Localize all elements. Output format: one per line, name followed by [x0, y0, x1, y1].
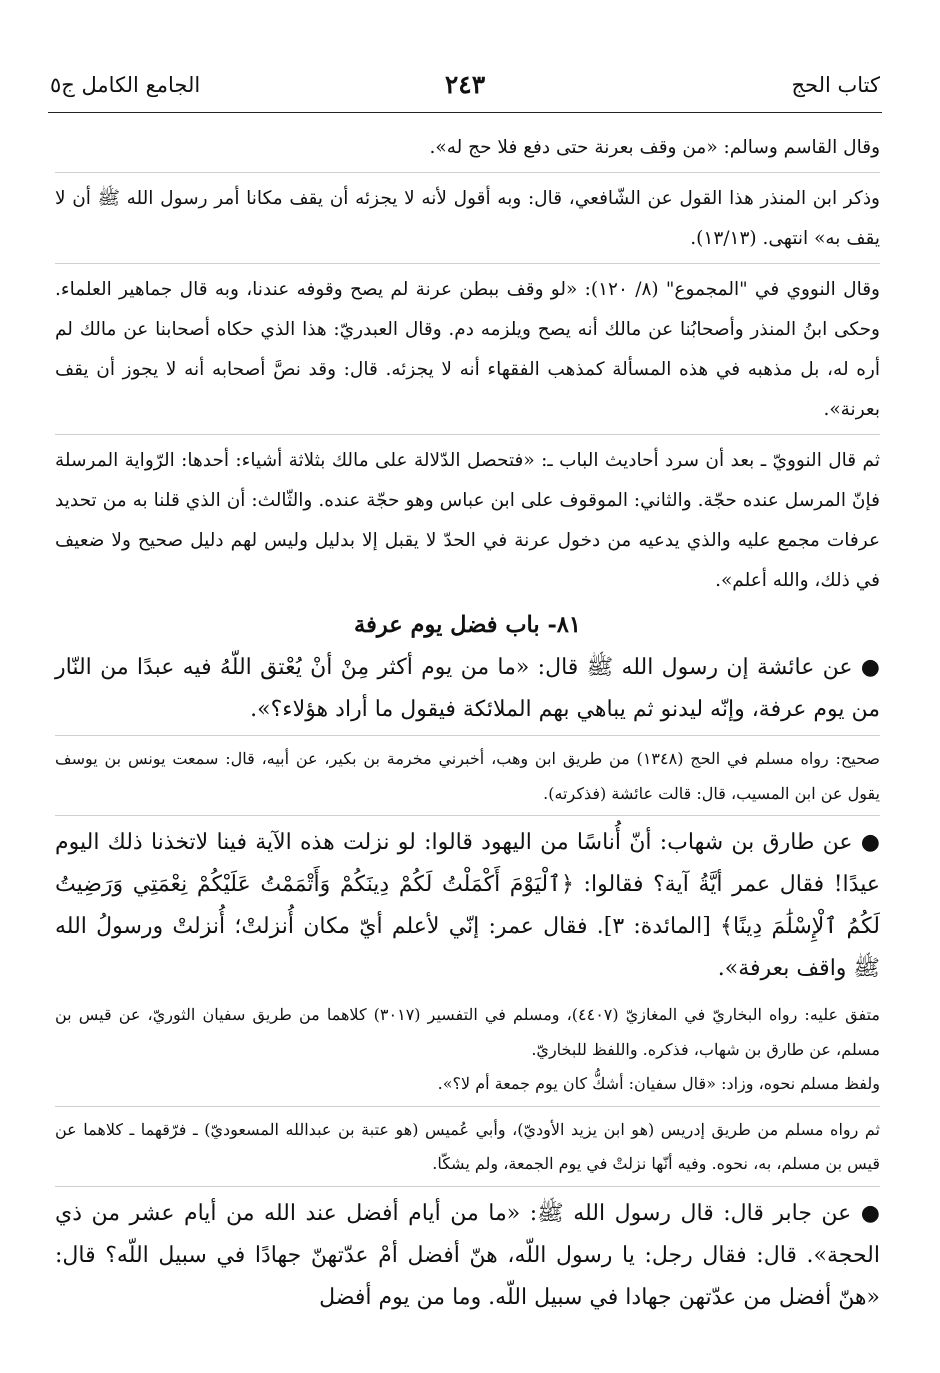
paragraph-qasim: وقال القاسم وسالم: «من وقف بعرنة حتى دفع فلا حج له». — [429, 137, 880, 158]
takhrij-tariq: متفق عليه: رواه البخاريّ في المغازيّ (٤٤٠٧)، ومسلم في التفسير (٣٠١٧) كلاهما من طريق سفيان الثوريّ، عن قيس بن مسلم، عن طارق بن شهاب، فذكره. واللفظ للبخاريّ. — [55, 1005, 880, 1059]
page-body — [55, 128, 880, 1319]
divider — [55, 172, 880, 173]
divider — [55, 1106, 880, 1107]
paragraph-nawawi-conclusion: ثم قال النوويّ ـ بعد أن سرد أحاديث الباب ـ: «فتحصل الدّلالة على مالك بثلاثة أشياء: أحدها: الرّواية المرسلة فإنّ المرسل عنده حجّة. والثاني: الموقوف على ابن عباس وهو حجّة عنده. والثّالث: أن الذي قلنا به من تحديد عرفات مجمع عليه والذي يدعيه من دخول عرنة في الحدّ لا يقبل إلا بدليل وليس لهم دليل صحيح ولا ضعيف في ذلك، والله أعلم». — [55, 450, 880, 591]
chapter-title: ٨١- باب فضل يوم عرفة — [354, 612, 581, 638]
divider — [55, 263, 880, 264]
takhrij-aisha: صحيح: رواه مسلم في الحج (١٣٤٨) من طريق ابن وهب، أخبرني مخرمة بن بكير، عن أبيه، قال: سمعت يونس بن يوسف يقول عن ابن المسيب، قال: قالت عائشة (فذكرته). — [55, 749, 880, 803]
divider — [55, 434, 880, 435]
divider — [55, 815, 880, 816]
hadith-tariq: ● عن طارق بن شهاب: أنّ أُناسًا من اليهود قالوا: لو نزلت هذه الآية فينا لاتخذنا ذلك اليوم عيدًا! فقال عمر أيَّةُ آية؟ فقالوا: ﴿ٱلْيَوْمَ أَكْمَلْتُ لَكُمْ دِينَكُمْ وَأَتْمَمْتُ عَلَيْكُمْ نِعْمَتِي وَرَضِيتُ لَكُمُ ٱلْإِسْلَٰمَ دِينًا﴾ [المائدة: ٣]. فقال عمر: إنّي لأعلم أيّ مكان أُنزلتْ؛ أُنزلتْ ورسولُ الله ﷺ واقف بعرفة». — [55, 830, 880, 981]
takhrij-muslim-other: ثم رواه مسلم من طريق إدريس (هو ابن يزيد الأوديّ)، وأبي عُميس (هو عتبة بن عبدالله المسعوديّ) ـ فرّقهما ـ كلاهما عن قيس بن مسلم، به، نحوه. وفيه أنّها نزلتْ في يوم الجمعة، ولم يشكّا. — [55, 1119, 880, 1173]
takhrij-muslim-wording: ولفظ مسلم نحوه، وزاد: «قال سفيان: أشكُّ كان يوم جمعة أم لا؟». — [437, 1074, 880, 1093]
collection-title: الجامع الكامل ج٥ — [50, 73, 201, 97]
hadith-jabir: ● عن جابر قال: قال رسول الله ﷺ: «ما من أيام أفضل عند الله من أيام عشر من ذي الحجة». قال: فقال رجل: يا رسول اللّه، هنّ أفضل أمْ عدّتهنّ جهادًا في سبيل اللّه؟ قال: «هنّ أفضل من عدّتهن جهادا في سبيل اللّه. وما من يوم أفضل — [55, 1200, 880, 1310]
paragraph-ibn-mundhir: وذكر ابن المنذر هذا القول عن الشّافعي، قال: وبه أقول لأنه لا يجزئه أن يقف مكانا أمر رسول الله ﷺ أن لا يقف به» انتهى. (١٣/١٣). — [55, 188, 880, 249]
hadith-aisha: ● عن عائشة إن رسول الله ﷺ قال: «ما من يوم أكثر مِنْ أنْ يُعْتق اللّهُ فيه عبدًا من النّار من يوم عرفة، وإنّه ليدنو ثم يباهي بهم الملائكة فيقول ما أراد هؤلاء؟». — [55, 655, 880, 722]
divider — [55, 735, 880, 736]
page-number: ٢٤٣ — [444, 70, 486, 99]
book-title: كتاب الحج — [791, 73, 880, 97]
header-rule — [48, 112, 882, 113]
divider — [55, 1186, 880, 1187]
paragraph-nawawi: وقال النووي في "المجموع" (٨/ ١٢٠): «لو وقف ببطن عرنة لم يصح وقوفه عندنا، وبه قال جماهير العلماء. وحكى ابنُ المنذر وأصحابُنا عن مالك أنه يصح ويلزمه دم. وقال العبدريّ: هذا الذي حكاه أصحابنا عن مالك لم أره له، بل مذهبه في هذه المسألة كمذهب الفقهاء أنه لا يجزئه. قال: وقد نصَّ أصحابه أنه لا يجوز أن يقف بعرنة». — [55, 279, 880, 420]
page-header — [50, 68, 880, 108]
